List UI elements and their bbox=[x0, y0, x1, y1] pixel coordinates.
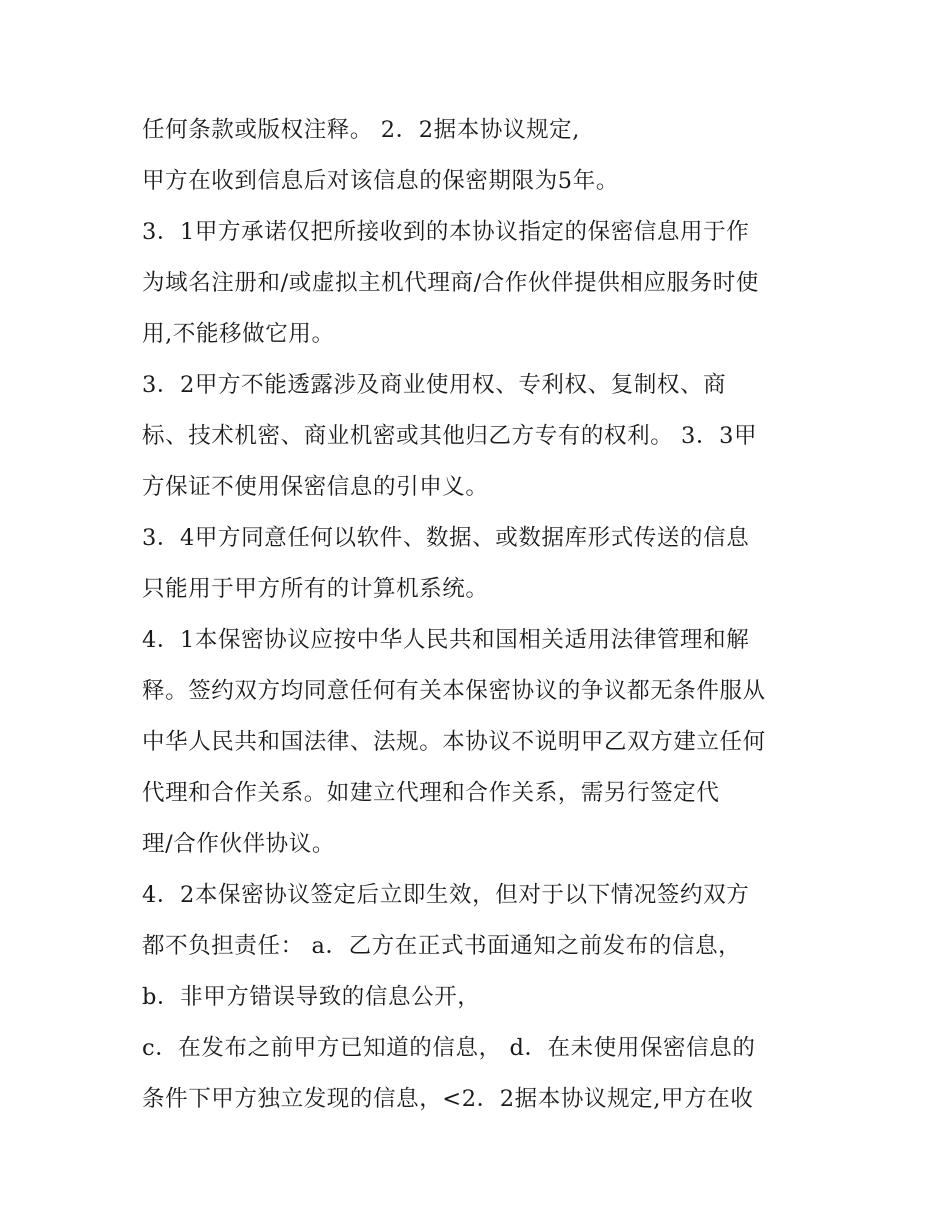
text-line: 方保证不使用保密信息的引申义。 bbox=[142, 474, 489, 500]
text-line: 为域名注册和/或虚拟主机代理商/合作伙伴提供相应服务时使 bbox=[142, 270, 759, 296]
text-line: 4．1本保密协议应按中华人民共和国相关适用法律管理和解 bbox=[142, 627, 750, 653]
text-line: 任何条款或版权注释。 2．2据本协议规定, bbox=[142, 117, 581, 143]
text-line: 只能用于甲方所有的计算机系统。 bbox=[142, 576, 489, 602]
text-line: 3．2甲方不能透露涉及商业使用权、专利权、复制权、商 bbox=[142, 372, 727, 398]
text-line: 条件下甲方独立发现的信息，<2．2据本协议规定,甲方在收 bbox=[142, 1086, 754, 1112]
document-body bbox=[142, 108, 832, 1128]
text-line: 理/合作伙伴协议。 bbox=[142, 831, 335, 857]
text-line: 3．1甲方承诺仅把所接收到的本协议指定的保密信息用于作 bbox=[142, 219, 750, 245]
text-line: 中华人民共和国法律、法规。本协议不说明甲乙双方建立任何 bbox=[142, 729, 766, 755]
text-line: 都不负担责任： a．乙方在正式书面通知之前发布的信息， bbox=[142, 933, 742, 959]
text-line: 用,不能移做它用。 bbox=[142, 321, 335, 347]
text-line: 释。签约双方均同意任何有关本保密协议的争议都无条件服从 bbox=[142, 678, 766, 704]
text-line: c．在发布之前甲方已知道的信息， d．在未使用保密信息的 bbox=[142, 1035, 756, 1061]
text-line: 标、技术机密、商业机密或其他归乙方专有的权利。 3．3甲 bbox=[142, 423, 758, 449]
text-line: b．非甲方错误导致的信息公开， bbox=[142, 984, 481, 1010]
text-line: 4．2本保密协议签定后立即生效，但对于以下情况签约双方 bbox=[142, 882, 750, 908]
text-line: 甲方在收到信息后对该信息的保密期限为5年。 bbox=[142, 168, 619, 194]
text-line: 3．4甲方同意任何以软件、数据、或数据库形式传送的信息 bbox=[142, 525, 750, 551]
text-line: 代理和合作关系。如建立代理和合作关系，需另行签定代 bbox=[142, 780, 720, 806]
